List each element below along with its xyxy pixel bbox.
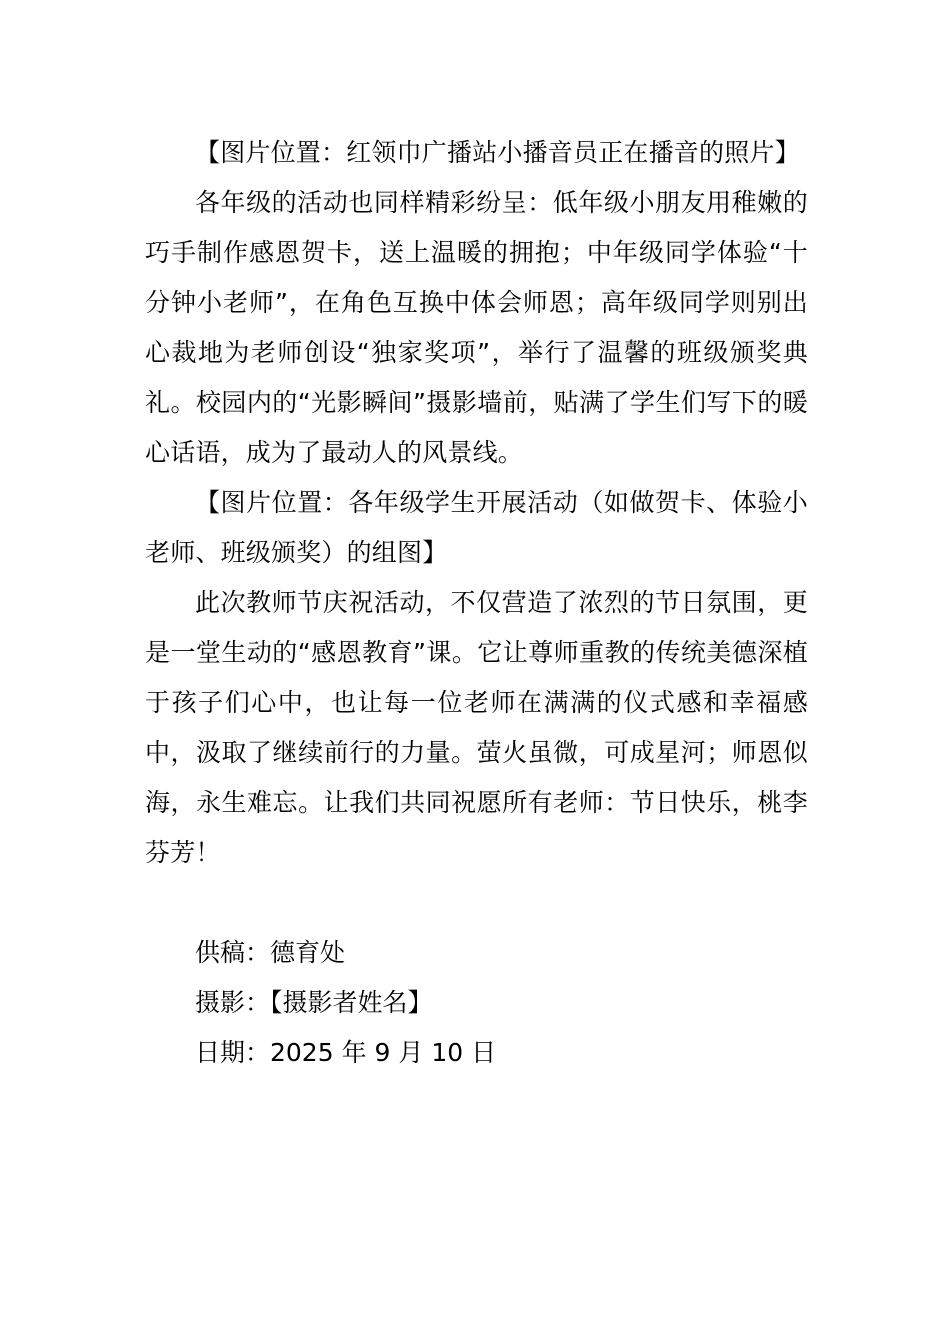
spacer — [145, 878, 808, 928]
paragraph-grade-activities: 各年级的活动也同样精彩纷呈：低年级小朋友用稚嫩的巧手制作感恩贺卡，送上温暖的拥抱；中年级同学体验“十分钟小老师”，在角色互换中体会师恩；高年级同学则别出心裁地为老师创设“独家奖项”，举行了温馨的班级颁奖典礼。校园内的“光影瞬间”摄影墙前，贴满了学生们写下的暖心话语，成为了最动人的风景线。 — [145, 188, 808, 467]
credit-photographer: 摄影：【摄影者姓名】 — [195, 988, 433, 1017]
image-placeholder-activities: 【图片位置：各年级学生开展活动（如做贺卡、体验小老师、班级颁奖）的组图】 — [145, 488, 808, 567]
credit-date: 日期：2025 年 9 月 10 日 — [195, 1038, 497, 1067]
paragraph-conclusion: 此次教师节庆祝活动，不仅营造了浓烈的节日氛围，更是一堂生动的“感恩教育”课。它让尊师重教的传统美德深植于孩子们心中，也让每一位老师在满满的仪式感和幸福感中，汲取了继续前行的力量。萤火虽微，可成星河；师恩似海，永生难忘。让我们共同祝愿所有老师：节日快乐，桃李芬芳！ — [145, 588, 808, 867]
credit-contributor: 供稿：德育处 — [195, 938, 346, 967]
document-body — [145, 128, 808, 1078]
image-placeholder-broadcast: 【图片位置：红领巾广播站小播音员正在播音的照片】 — [195, 138, 800, 167]
